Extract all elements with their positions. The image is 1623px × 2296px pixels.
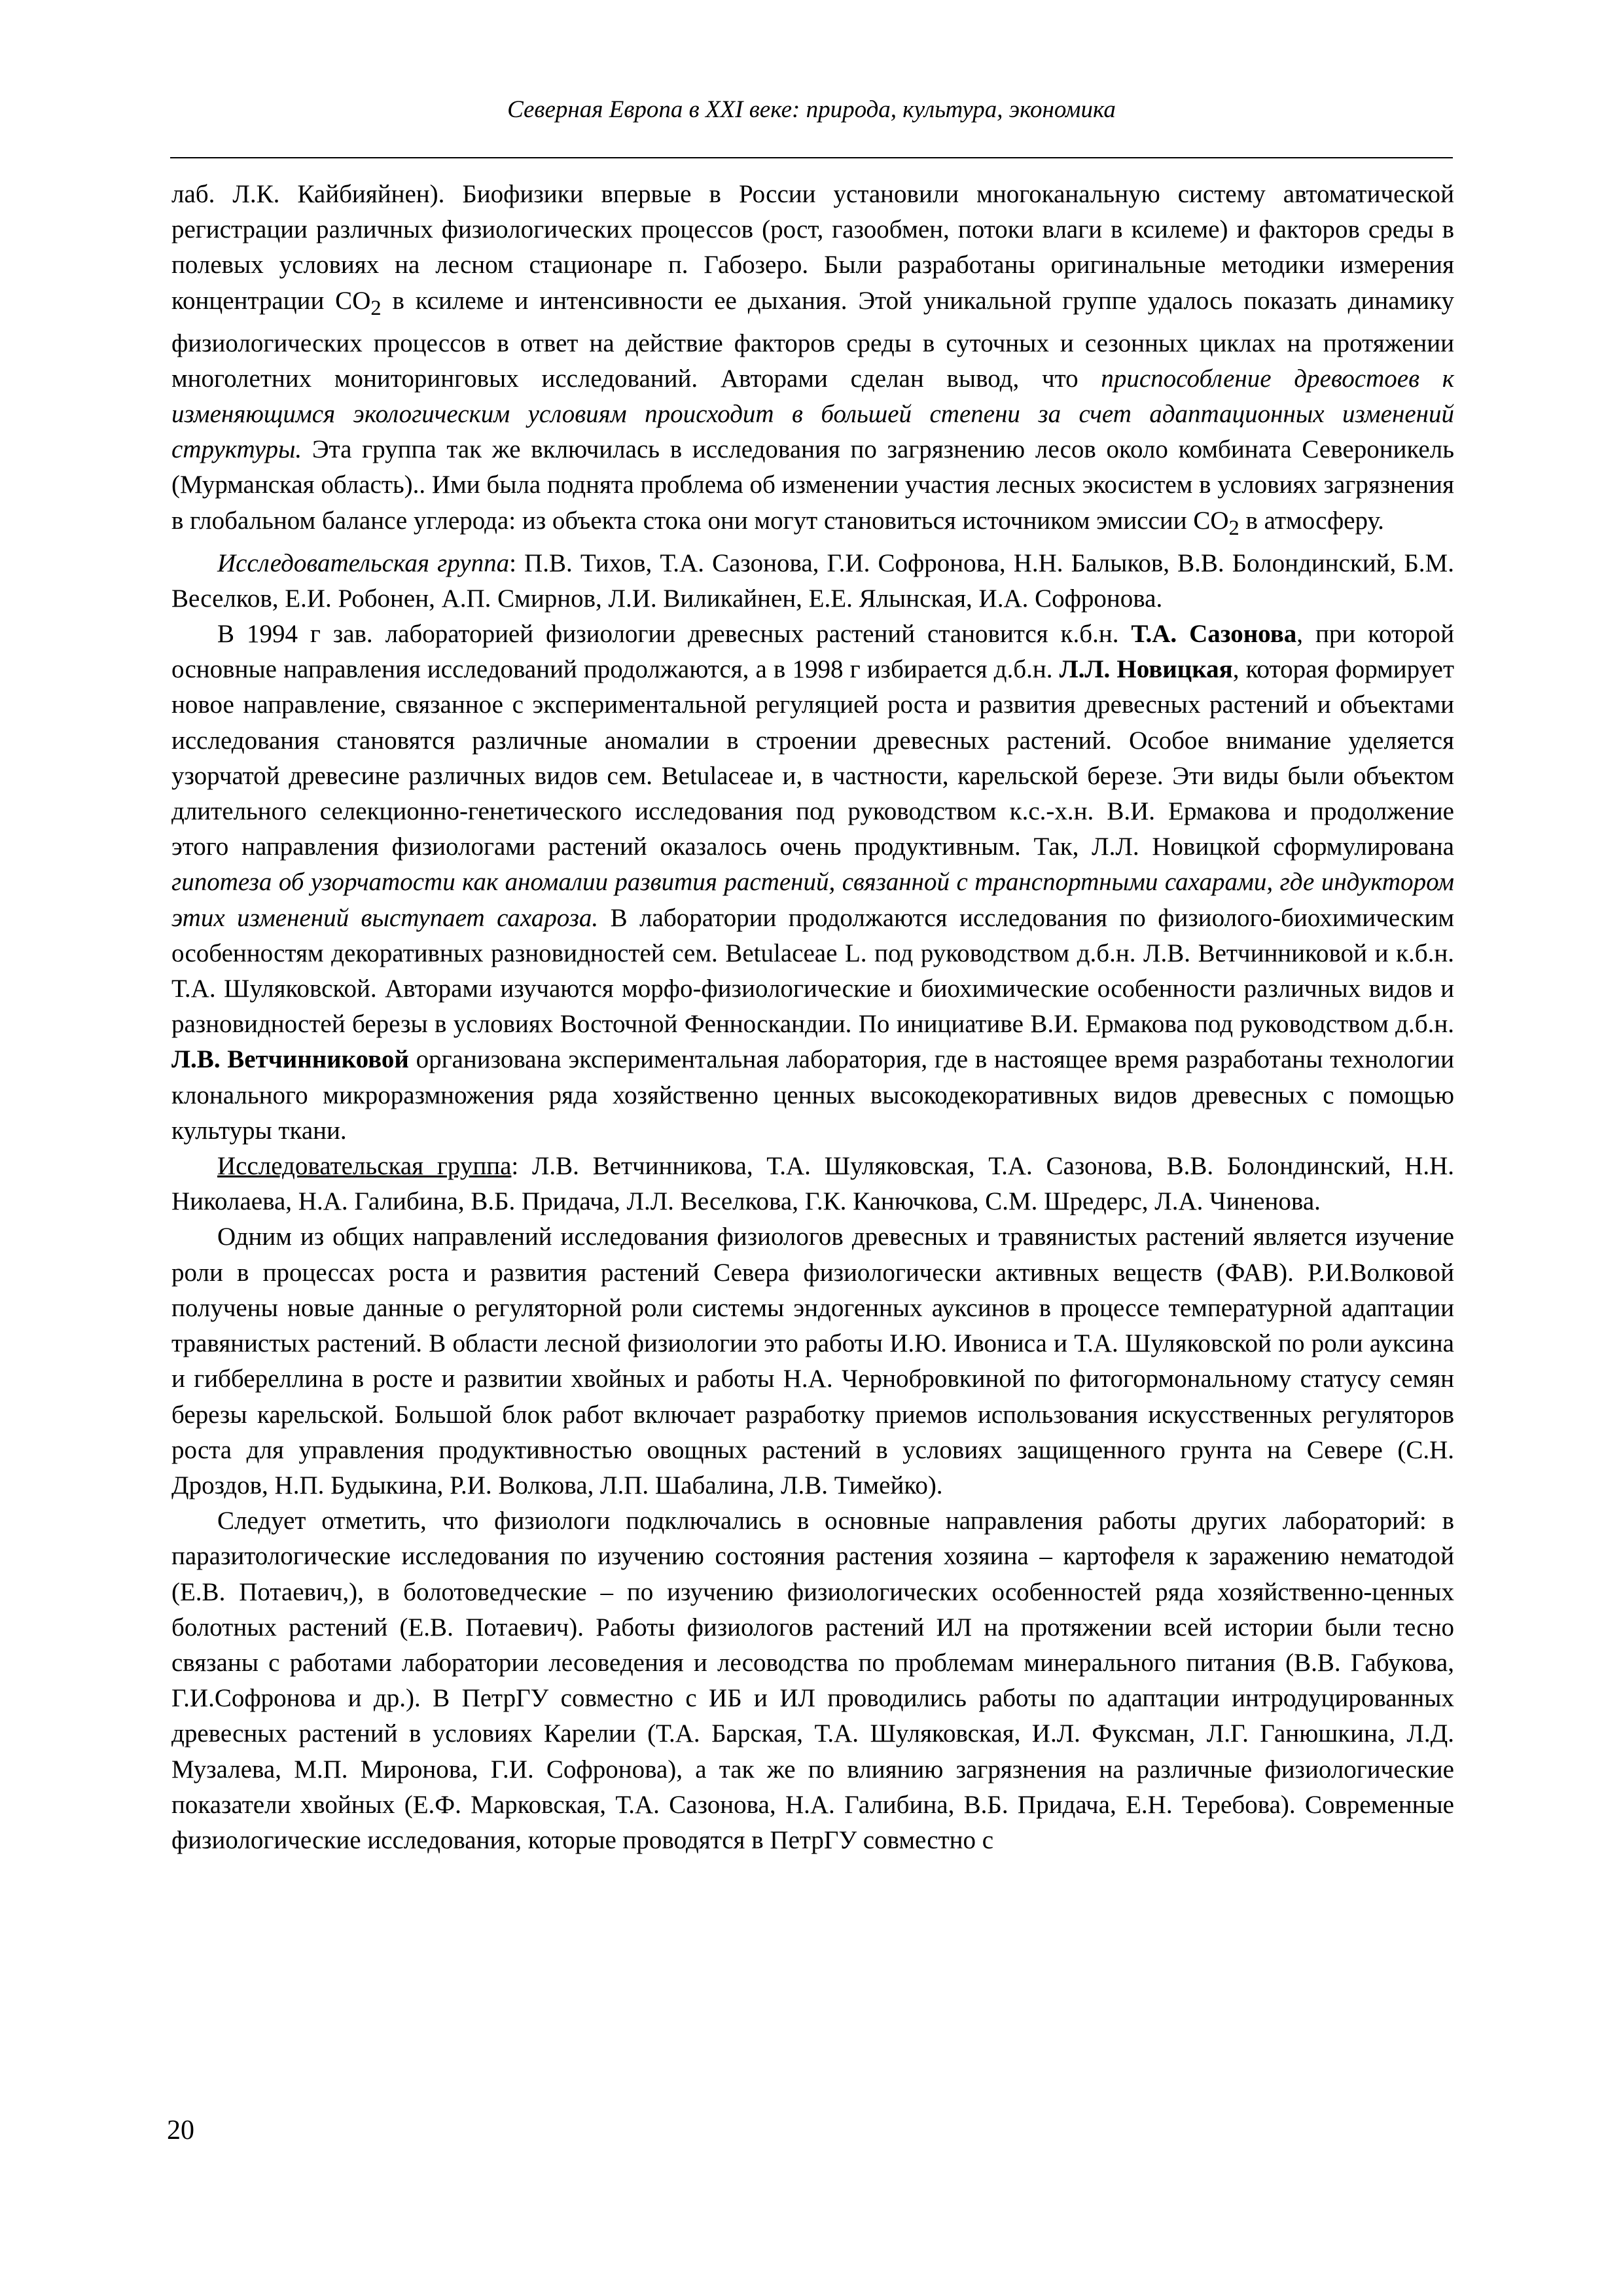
text-run: , при которой основные направления исследований продолжаются, а в 1998 г избирается д.б.н. bbox=[171, 620, 1454, 684]
text-run: В лаборатории продолжаются исследования по физиолого-биохимическим особенностям декоративных разновидностей сем. Betulaceae L. под руководством д.б.н. Л.В. Ветчинниковой и к.б.н. Т.А. Шуляковской. Авторами изучаются морфо-физиологические и биохимические особенности различных видов и разновидностей березы в условиях Восточной Фенноскандии. По инициативе В.И. Ермакова под руководством д.б.н. bbox=[171, 903, 1454, 1039]
header-rule bbox=[170, 157, 1453, 158]
bold-run: Т.А. Сазонова bbox=[1131, 620, 1297, 649]
subscript-run: 2 bbox=[370, 296, 382, 320]
text-run: лаб. Л.К. Кайбияйнен). Биофизики впервые в России установили многоканальную систему автоматической регистрации различных физиологических процессов (рост, газообмен, потоки влаги в ксилеме) и факторов среды в полевых условиях на лесном стационаре п. Габозеро. Были разработаны оригинальные методики измерения концентрации CO bbox=[171, 180, 1454, 315]
bold-run: Л.Л. Новицкая bbox=[1059, 655, 1233, 684]
bold-run: Л.В. Ветчинниковой bbox=[171, 1045, 409, 1074]
paragraph bbox=[171, 546, 1454, 617]
text-run: : П.В. Тихов, Т.А. Сазонова, Г.И. Софронова, Н.Н. Балыков, В.В. Болондинский, Б.М. Веселков, Е.И. Робонен, А.П. Смирнов, Л.И. Виликайнен, Е.Е. Ялынская, И.А. Софронова. bbox=[171, 548, 1454, 613]
text-run: организована экспериментальная лаборатория, где в настоящее время разработаны технологии клонального микроразмножения ряда хозяйственно ценных высокодекоративных видов древесных с помощью культуры ткани. bbox=[171, 1045, 1454, 1145]
paragraph bbox=[171, 177, 1454, 546]
body-text bbox=[171, 177, 1454, 1858]
running-header: Северная Европа в XXI веке: природа, культура, экономика bbox=[507, 96, 1116, 123]
text-run: Следует отметить, что физиологи подключались в основные направления работы других лабораторий: в паразитологические исследования по изучению состояния растения хозяина – картофеля к заражению нематодой (Е.В. Потаевич,), в болотоведческие – по изучению физиологических особенностей ряда хозяйственно-ценных болотных растений (Е.В. Потаевич). Работы физиологов растений ИЛ на протяжении всей истории были тесно связаны с работами лаборатории лесоведения и лесоводства по проблемам минерального питания (В.В. Габукова, Г.И.Софронова и др.). В ПетрГУ совместно с ИБ и ИЛ проводились работы по адаптации интродуцированных древесных растений в условиях Карелии (Т.А. Барская, Т.А. Шуляковская, И.Л. Фуксман, Л.Г. Ганюшкина, Л.Д. Музалева, М.П. Миронова, Г.И. Софронова), а так же по влиянию загрязнения на различные физиологические показатели хвойных (Е.Ф. Марковская, Т.А. Сазонова, Н.А. Галибина, В.Б. Придача, Е.Н. Теребова). Современные физиологические исследования, которые проводятся в ПетрГУ совместно с bbox=[171, 1507, 1454, 1854]
underlined-run: Исследовательская группа bbox=[217, 1152, 512, 1181]
italic-run: гипотеза об узорчатости как аномалии развития растений, связанной с транспортными сахарами, где индуктором этих изменений выступает сахароза. bbox=[171, 868, 1454, 932]
text-run: Эта группа так же включилась в исследования по загрязнению лесов около комбината Североникель (Мурманская область).. Ими была поднята проблема об изменении участия лесных экосистем в условиях загрязнения в глобальном балансе углерода: из объекта стока они могут становиться источником эмиссии CO bbox=[171, 435, 1454, 535]
text-run: в атмосферу. bbox=[1239, 506, 1384, 535]
text-run: , которая формирует новое направление, связанное с экспериментальной регуляцией роста и развития древесных растений и объектами исследования становятся различные аномалии в строении древесных растений. Особое внимание уделяется узорчатой древесине различных видов сем. Betulaceae и, в частности, карельской березе. Эти виды были объектом длительного селекционно-генетического исследования под руководством к.с.-х.н. В.И. Ермакова и продолжение этого направления физиологами растений оказалось очень продуктивным. Так, Л.Л. Новицкой сформулирована bbox=[171, 655, 1454, 861]
page-number: 20 bbox=[167, 2115, 194, 2145]
paragraph bbox=[171, 1503, 1454, 1858]
paragraph bbox=[171, 617, 1454, 1149]
subscript-run: 2 bbox=[1228, 516, 1240, 540]
paragraph bbox=[171, 1219, 1454, 1503]
text-run: В 1994 г зав. лабораторией физиологии древесных растений становится к.б.н. bbox=[217, 620, 1132, 649]
paragraph bbox=[171, 1149, 1454, 1219]
text-run: в ксилеме и интенсивности ее дыхания. Этой уникальной группе удалось показать динамику физиологических процессов в ответ на действие факторов среды в суточных и сезонных циклах на протяжении многолетних мониторинговых исследований. Авторами сделан вывод, что bbox=[171, 286, 1455, 393]
text-run: : Л.В. Ветчинникова, Т.А. Шуляковская, Т.А. Сазонова, В.В. Болондинский, Н.Н. Николаева, Н.А. Галибина, В.Б. Придача, Л.Л. Веселкова, Г.К. Канючкова, С.М. Шредерс, Л.А. Чиненова. bbox=[171, 1152, 1454, 1216]
italic-run: приспособление древостоев к изменяющимся экологическим условиям происходит в большей степени за счет адаптационных изменений структуры. bbox=[171, 364, 1454, 464]
text-run: Одним из общих направлений исследования физиологов древесных и травянистых растений является изучение роли в процессах роста и развития растений Севера физиологически активных веществ (ФАВ). Р.И.Волковой получены новые данные о регуляторной роли системы эндогенных ауксинов в процессе температурной адаптации травянистых растений. В области лесной физиологии это работы И.Ю. Ивониса и Т.А. Шуляковской по роли ауксина и гиббереллина в росте и развитии хвойных и работы Н.А. Чернобровкиной по фитогормональному статусу семян березы карельской. Большой блок работ включает разработку приемов использования искусственных регуляторов роста для управления продуктивностью овощных растений в условиях защищенного грунта на Севере (С.Н. Дроздов, Н.П. Будыкина, Р.И. Волкова, Л.П. Шабалина, Л.В. Тимейко). bbox=[171, 1223, 1454, 1499]
italic-run: Исследовательская группа bbox=[217, 548, 510, 577]
